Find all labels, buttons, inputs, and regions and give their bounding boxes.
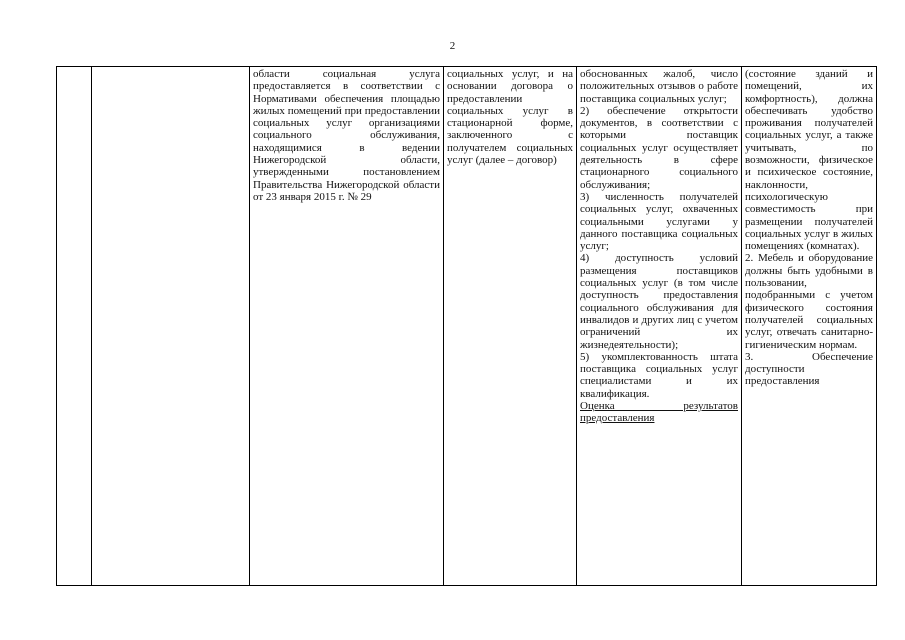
col3-paragraph: области социальная услуга предоставляется в соответствии с Нормативами обеспечения площадью жилых помещений при предоставлении социальных услуг организациями социального обслуживания, находящимися в ведении Нижегородской области, утвержденными постановлением Правительства Нижегородской области от 23 января 2015 г. № 29 [253, 68, 440, 203]
col5-underlined-heading: Оценка результатов предоставления [580, 400, 738, 425]
col5-paragraph: 3) численность получателей социальных услуг, охваченных социальными услугами у данного поставщика социальных услуг; [580, 190, 738, 253]
col6-paragraph: (состояние зданий и помещений, их комфортность), должна обеспечивать удобство проживания получателей социальных услуг, а также учитывать, по возможности, физическое и психическое состояние, наклонности, психологическую совместимость при размещении получателей социальных услуг в жилых помещениях (комнатах). [745, 68, 873, 253]
cell-number [57, 67, 92, 586]
cell-terms [444, 67, 577, 586]
cell-indicators [577, 67, 742, 586]
table-row [57, 67, 877, 586]
cell-service-name [92, 67, 250, 586]
col6-paragraph: 3. Обеспечение доступности предоставления [745, 350, 873, 388]
cell-description [250, 67, 444, 586]
col5-paragraph: обоснованных жалоб, число положительных отзывов о работе поставщика социальных услуг; [580, 68, 738, 105]
col4-paragraph: социальных услуг, и на основании договора о предоставлении социальных услуг в стационарной форме, заключенного с получателем социальных услуг (далее – договор) [447, 68, 573, 167]
page-number: 2 [449, 40, 456, 52]
col5-paragraph: 5) укомплектованность штата поставщика социальных услуг специалистами и их квалификация. [580, 350, 738, 400]
col6-paragraph: 2. Мебель и оборудование должны быть удобными в пользовании, подобранными с учетом физического состояния получателей социальных услуг, отвечать санитарно-гигиеническим нормам. [745, 252, 873, 351]
services-table [56, 66, 877, 586]
col5-paragraph: 2) обеспечение открытости документов, в соответствии с которыми поставщик социальных услуг осуществляет деятельность в сфере стационарного социального обслуживания; [580, 104, 738, 191]
col5-paragraph: 4) доступность условий размещения поставщиков социальных услуг (в том числе доступность предоставления социального обслуживания для инвалидов и других лиц с учетом ограничений их жизнедеятельности); [580, 252, 738, 351]
cell-conditions [742, 67, 877, 586]
